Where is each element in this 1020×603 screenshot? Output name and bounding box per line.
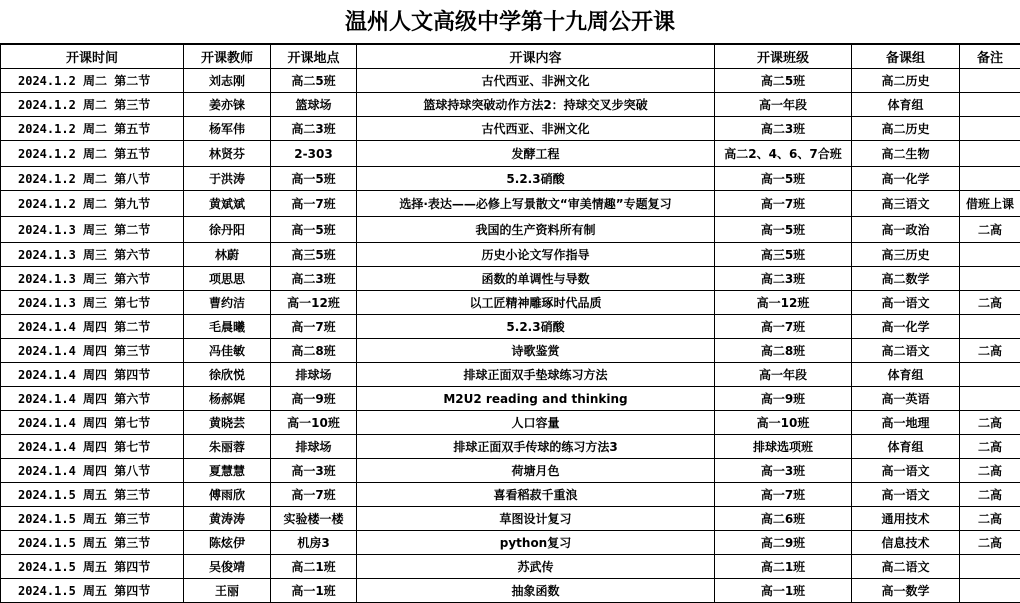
cell-note: 二高 — [960, 411, 1020, 435]
cell-content: python复习 — [357, 531, 715, 555]
cell-content: 荷塘月色 — [357, 459, 715, 483]
cell-note — [960, 141, 1020, 167]
cell-content: 抽象函数 — [357, 579, 715, 603]
cell-class: 高一1班 — [715, 579, 852, 603]
cell-content: 函数的单调性与导数 — [357, 267, 715, 291]
table-row — [1, 291, 1020, 315]
cell-time: 2024.1.5 周五 第三节 — [1, 483, 184, 507]
cell-content: 发酵工程 — [357, 141, 715, 167]
table-row — [1, 531, 1020, 555]
cell-note — [960, 167, 1020, 191]
cell-time: 2024.1.2 周二 第九节 — [1, 191, 184, 217]
cell-class: 高二2、4、6、7合班 — [715, 141, 852, 167]
cell-group: 高三语文 — [852, 191, 960, 217]
cell-teacher: 朱丽蓉 — [184, 435, 271, 459]
cell-location: 高一9班 — [271, 387, 357, 411]
table-row — [1, 267, 1020, 291]
cell-time: 2024.1.4 周四 第二节 — [1, 315, 184, 339]
cell-teacher: 徐欣悦 — [184, 363, 271, 387]
cell-teacher: 冯佳敏 — [184, 339, 271, 363]
cell-time: 2024.1.4 周四 第七节 — [1, 411, 184, 435]
cell-group: 高二历史 — [852, 69, 960, 93]
cell-class: 高一年段 — [715, 93, 852, 117]
cell-time: 2024.1.5 周五 第三节 — [1, 507, 184, 531]
cell-content: M2U2 reading and thinking — [357, 387, 715, 411]
cell-location: 高二3班 — [271, 117, 357, 141]
table-row — [1, 217, 1020, 243]
cell-note — [960, 93, 1020, 117]
table-row — [1, 483, 1020, 507]
cell-location: 排球场 — [271, 435, 357, 459]
cell-note: 二高 — [960, 435, 1020, 459]
cell-location: 高二8班 — [271, 339, 357, 363]
cell-class: 高二9班 — [715, 531, 852, 555]
header-row — [1, 45, 1020, 69]
cell-class: 高一7班 — [715, 315, 852, 339]
cell-class: 高一年段 — [715, 363, 852, 387]
table-row — [1, 117, 1020, 141]
cell-class: 高一10班 — [715, 411, 852, 435]
cell-location: 高一7班 — [271, 315, 357, 339]
cell-time: 2024.1.2 周二 第八节 — [1, 167, 184, 191]
cell-class: 高一3班 — [715, 459, 852, 483]
cell-group: 高一英语 — [852, 387, 960, 411]
cell-group: 通用技术 — [852, 507, 960, 531]
cell-content: 我国的生产资料所有制 — [357, 217, 715, 243]
cell-content: 古代西亚、非洲文化 — [357, 117, 715, 141]
cell-teacher: 黄涛涛 — [184, 507, 271, 531]
cell-time: 2024.1.3 周三 第二节 — [1, 217, 184, 243]
cell-location: 高一1班 — [271, 579, 357, 603]
table-row — [1, 167, 1020, 191]
table-row — [1, 339, 1020, 363]
cell-time: 2024.1.4 周四 第七节 — [1, 435, 184, 459]
header-teacher: 开课教师 — [184, 45, 271, 69]
header-time: 开课时间 — [1, 45, 184, 69]
cell-teacher: 杨郝娓 — [184, 387, 271, 411]
cell-note — [960, 363, 1020, 387]
cell-class: 高一7班 — [715, 191, 852, 217]
cell-class: 高三5班 — [715, 243, 852, 267]
cell-group: 高一政治 — [852, 217, 960, 243]
cell-class: 排球选项班 — [715, 435, 852, 459]
cell-time: 2024.1.2 周二 第五节 — [1, 117, 184, 141]
cell-content: 选择·表达——必修上写景散文“审美情趣”专题复习 — [357, 191, 715, 217]
table-row — [1, 69, 1020, 93]
cell-class: 高二3班 — [715, 267, 852, 291]
cell-time: 2024.1.5 周五 第四节 — [1, 579, 184, 603]
cell-group: 高二历史 — [852, 117, 960, 141]
cell-note — [960, 579, 1020, 603]
table-row — [1, 459, 1020, 483]
cell-group: 高二生物 — [852, 141, 960, 167]
cell-note — [960, 315, 1020, 339]
cell-content: 草图设计复习 — [357, 507, 715, 531]
cell-content: 古代西亚、非洲文化 — [357, 69, 715, 93]
header-group: 备课组 — [852, 45, 960, 69]
cell-teacher: 姜亦铼 — [184, 93, 271, 117]
cell-time: 2024.1.5 周五 第四节 — [1, 555, 184, 579]
cell-class: 高二1班 — [715, 555, 852, 579]
cell-location: 高一7班 — [271, 483, 357, 507]
cell-content: 5.2.3硝酸 — [357, 167, 715, 191]
cell-note — [960, 267, 1020, 291]
cell-note: 二高 — [960, 507, 1020, 531]
cell-location: 高一7班 — [271, 191, 357, 217]
cell-content: 苏武传 — [357, 555, 715, 579]
cell-note — [960, 243, 1020, 267]
cell-content: 诗歌鉴赏 — [357, 339, 715, 363]
open-class-table — [0, 44, 1020, 603]
cell-teacher: 毛晨曦 — [184, 315, 271, 339]
cell-class: 高二5班 — [715, 69, 852, 93]
cell-time: 2024.1.3 周三 第六节 — [1, 243, 184, 267]
cell-location: 高三5班 — [271, 243, 357, 267]
cell-group: 信息技术 — [852, 531, 960, 555]
cell-note — [960, 387, 1020, 411]
cell-time: 2024.1.3 周三 第七节 — [1, 291, 184, 315]
cell-time: 2024.1.2 周二 第五节 — [1, 141, 184, 167]
cell-content: 历史小论文写作指导 — [357, 243, 715, 267]
cell-location: 高二1班 — [271, 555, 357, 579]
cell-location: 2-303 — [271, 141, 357, 167]
cell-group: 高一地理 — [852, 411, 960, 435]
cell-location: 高一3班 — [271, 459, 357, 483]
table-row — [1, 141, 1020, 167]
cell-content: 5.2.3硝酸 — [357, 315, 715, 339]
cell-group: 体育组 — [852, 435, 960, 459]
cell-teacher: 陈炫伊 — [184, 531, 271, 555]
cell-class: 高一7班 — [715, 483, 852, 507]
cell-content: 喜看稻菽千重浪 — [357, 483, 715, 507]
cell-teacher: 曹约洁 — [184, 291, 271, 315]
table-row — [1, 93, 1020, 117]
cell-group: 高一化学 — [852, 315, 960, 339]
cell-note — [960, 555, 1020, 579]
cell-group: 体育组 — [852, 93, 960, 117]
cell-location: 实验楼一楼 — [271, 507, 357, 531]
cell-teacher: 黄晓芸 — [184, 411, 271, 435]
cell-teacher: 杨军伟 — [184, 117, 271, 141]
cell-content: 以工匠精神雕琢时代品质 — [357, 291, 715, 315]
cell-class: 高一9班 — [715, 387, 852, 411]
cell-content: 排球正面双手垫球练习方法 — [357, 363, 715, 387]
cell-group: 高一语文 — [852, 459, 960, 483]
cell-location: 排球场 — [271, 363, 357, 387]
cell-group: 高一数学 — [852, 579, 960, 603]
cell-group: 高二语文 — [852, 339, 960, 363]
cell-note: 二高 — [960, 217, 1020, 243]
table-row — [1, 315, 1020, 339]
cell-time: 2024.1.5 周五 第三节 — [1, 531, 184, 555]
header-note: 备注 — [960, 45, 1020, 69]
cell-note — [960, 69, 1020, 93]
table-row — [1, 387, 1020, 411]
cell-location: 篮球场 — [271, 93, 357, 117]
cell-location: 高二5班 — [271, 69, 357, 93]
table-row — [1, 579, 1020, 603]
cell-class: 高一5班 — [715, 167, 852, 191]
cell-content: 排球正面双手传球的练习方法3 — [357, 435, 715, 459]
table-row — [1, 243, 1020, 267]
table-row — [1, 411, 1020, 435]
cell-time: 2024.1.2 周二 第二节 — [1, 69, 184, 93]
cell-time: 2024.1.4 周四 第四节 — [1, 363, 184, 387]
cell-class: 高一12班 — [715, 291, 852, 315]
cell-time: 2024.1.4 周四 第三节 — [1, 339, 184, 363]
cell-note: 二高 — [960, 339, 1020, 363]
cell-note — [960, 117, 1020, 141]
cell-location: 高一5班 — [271, 167, 357, 191]
cell-teacher: 王丽 — [184, 579, 271, 603]
cell-content: 篮球持球突破动作方法2：持球交叉步突破 — [357, 93, 715, 117]
cell-teacher: 林蔚 — [184, 243, 271, 267]
table-row — [1, 363, 1020, 387]
cell-teacher: 黄斌斌 — [184, 191, 271, 217]
cell-note: 借班上课 — [960, 191, 1020, 217]
cell-class: 高二8班 — [715, 339, 852, 363]
cell-group: 体育组 — [852, 363, 960, 387]
cell-group: 高三历史 — [852, 243, 960, 267]
cell-teacher: 傅雨欣 — [184, 483, 271, 507]
cell-note: 二高 — [960, 459, 1020, 483]
cell-group: 高二数学 — [852, 267, 960, 291]
cell-teacher: 夏慧慧 — [184, 459, 271, 483]
cell-time: 2024.1.3 周三 第六节 — [1, 267, 184, 291]
cell-group: 高一语文 — [852, 291, 960, 315]
header-class: 开课班级 — [715, 45, 852, 69]
cell-class: 高二6班 — [715, 507, 852, 531]
table-body — [1, 69, 1020, 603]
cell-class: 高一5班 — [715, 217, 852, 243]
cell-location: 高一10班 — [271, 411, 357, 435]
cell-note: 二高 — [960, 291, 1020, 315]
header-content: 开课内容 — [357, 45, 715, 69]
cell-time: 2024.1.4 周四 第六节 — [1, 387, 184, 411]
cell-location: 高一5班 — [271, 217, 357, 243]
cell-time: 2024.1.4 周四 第八节 — [1, 459, 184, 483]
cell-note: 二高 — [960, 531, 1020, 555]
cell-note: 二高 — [960, 483, 1020, 507]
cell-teacher: 吴俊靖 — [184, 555, 271, 579]
cell-group: 高一化学 — [852, 167, 960, 191]
cell-teacher: 徐丹阳 — [184, 217, 271, 243]
page-title: 温州人文高级中学第十九周公开课 — [0, 0, 1020, 44]
cell-teacher: 于洪涛 — [184, 167, 271, 191]
table-row — [1, 507, 1020, 531]
table-row — [1, 555, 1020, 579]
cell-class: 高二3班 — [715, 117, 852, 141]
cell-teacher: 林贤芬 — [184, 141, 271, 167]
table-row — [1, 435, 1020, 459]
header-location: 开课地点 — [271, 45, 357, 69]
cell-teacher: 刘志刚 — [184, 69, 271, 93]
cell-time: 2024.1.2 周二 第三节 — [1, 93, 184, 117]
cell-location: 机房3 — [271, 531, 357, 555]
cell-teacher: 项思思 — [184, 267, 271, 291]
cell-group: 高一语文 — [852, 483, 960, 507]
cell-content: 人口容量 — [357, 411, 715, 435]
cell-location: 高一12班 — [271, 291, 357, 315]
table-row — [1, 191, 1020, 217]
cell-group: 高二语文 — [852, 555, 960, 579]
cell-location: 高二3班 — [271, 267, 357, 291]
